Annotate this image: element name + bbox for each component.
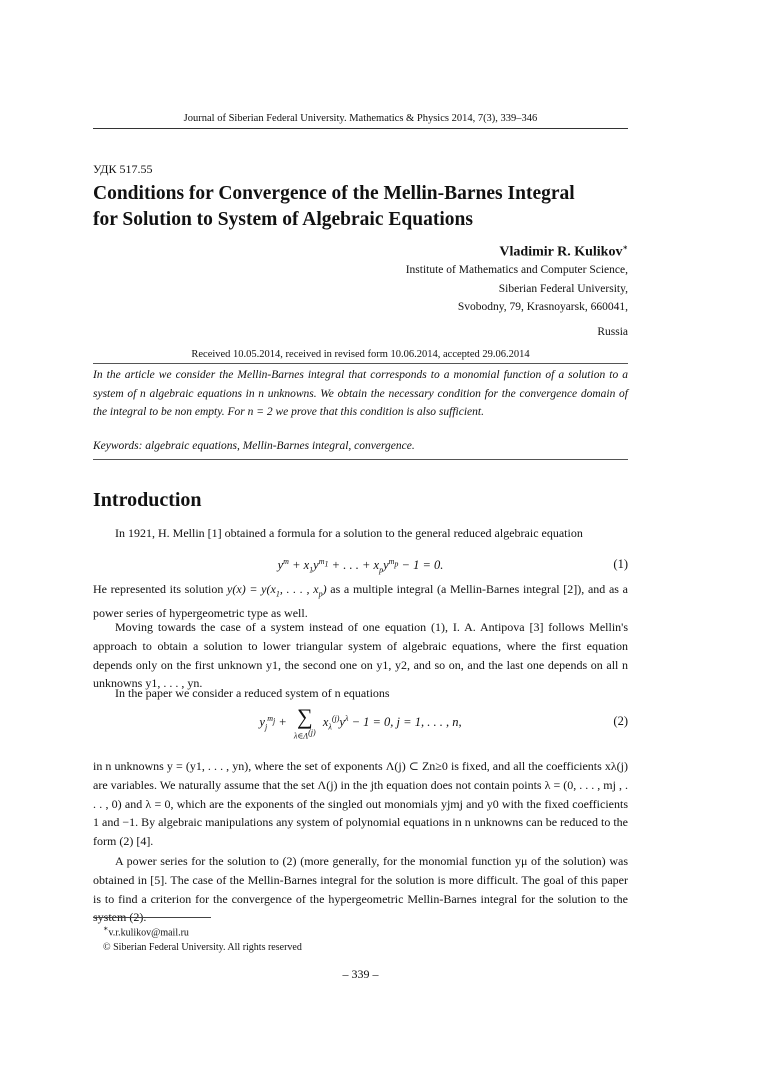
udk-code: УДК 517.55 <box>93 162 153 176</box>
page-number: – 339 – <box>342 967 379 981</box>
equation-1-number: (1) <box>613 557 628 571</box>
footnote-copyright: © Siberian Federal University. All rights reserved <box>103 942 302 954</box>
footnote-email: ∗v.r.kulikov@mail.ru <box>103 924 189 939</box>
abstract-top-rule <box>93 363 628 364</box>
paragraph-2-text <box>93 580 628 623</box>
affiliation-line-3: Svobodny, 79, Krasnoyarsk, 660041, <box>457 301 628 313</box>
footnotes <box>93 921 302 955</box>
paragraph-4 <box>93 684 628 703</box>
paragraph-3-text: Moving towards the case of a system instead of one equation (1), I. A. Antipova [3] follows Mellin's approach to obtain a solution to lower triangular system of algebraic equations, where the first equation depends only on the first unknown y1, the second one on y1, y2, and so on, and the last one depends on all n unknowns y1, . . . , yn. <box>93 620 628 691</box>
received-dates: Received 10.05.2014, received in revised form 10.06.2014, accepted 29.06.2014 <box>191 349 530 360</box>
paragraph-2-start: He represented its solution <box>93 582 224 596</box>
paragraph-6 <box>93 852 628 927</box>
paragraph-1 <box>93 524 628 543</box>
paragraph-5 <box>93 757 628 851</box>
paragraph-1-text: In 1921, H. Mellin [1] obtained a formula for a solution to the general reduced algebraic equation <box>115 526 583 540</box>
solution-formula: $y(x) = y(x_1$, . . . , $x_p$) <box>227 582 327 599</box>
section-heading: Introduction <box>93 489 202 511</box>
title-line-2: for Solution to System of Algebraic Equations <box>93 209 473 230</box>
author-text: Vladimir R. Kulikov <box>499 244 623 260</box>
footnote-rule <box>93 917 211 918</box>
paragraph-3 <box>93 618 628 693</box>
paragraph-4-text: In the paper we consider a reduced system of n equations <box>115 686 390 700</box>
equation-2 <box>93 706 628 746</box>
paragraph-5-text: in n unknowns y = (y1, . . . , yn), where the set of exponents Λ(j) ⊂ Zn≥0 is fixed, and all the coefficients xλ(j) are variables. We naturally assume that the set Λ(j) in the jth equation does not contain points λ = (0, . . . , mj , . . . , 0) and λ = 0, which are the exponents of the singled out monomials yjmj and y0 with the fixed coefficients 1 and −1. By algebraic manipulations any system of polynomial equations in n unknowns can be reduced to the form (2) [4]. <box>93 759 628 849</box>
author-footnote-mark: ∗ <box>622 243 628 252</box>
paragraph-2 <box>93 580 628 623</box>
title-line-1: Conditions for Convergence of the Mellin-Barnes Integral <box>93 183 575 204</box>
affiliation <box>406 261 628 341</box>
paragraph-6-text: A power series for the solution to (2) (more generally, for the monomial function yμ of the solution) was obtained in [5]. The case of the Mellin-Barnes integral for the solution is more difficult. The goal of this paper is to find a criterion for the convergence of the hypergeometric Mellin-Barnes integral for the solution to the system (2). <box>93 854 628 925</box>
running-head: Journal of Siberian Federal University. Mathematics & Physics 2014, 7(3), 339–346 <box>183 113 538 124</box>
paper-title <box>93 181 628 233</box>
abstract-bottom-rule <box>93 459 628 460</box>
abstract-text: In the article we consider the Mellin-Barnes integral that corresponds to a monomial function of a solution to a system of n algebraic equations in n unknowns. We obtain the necessary condition for the convergence domain of the integral to be non empty. For n = 2 we prove that this condition is also sufficient. <box>93 369 628 419</box>
equation-2-number: (2) <box>613 714 628 728</box>
author-name <box>499 242 628 261</box>
equation-1-formula: $y^m + x_1y^{m_1}$ + . . . + $x_py^{m_p} - 1 = 0$. <box>277 557 444 575</box>
keywords: Keywords: algebraic equations, Mellin-Barnes integral, convergence. <box>93 440 415 452</box>
affiliation-line-2: Siberian Federal University, <box>498 282 628 295</box>
paragraph-2-end: as a multiple integral (a Mellin-Barnes integral [2]), and as a power series of hypergeometric type as well. <box>93 582 628 621</box>
affiliation-line-4: Russia <box>597 325 628 338</box>
email-text: v.r.kulikov@mail.ru <box>108 927 189 939</box>
equation-2-formula: $y_j^{m_j}$ + ∑ $\lambda\in\Lambda^{(j)}$ $x_\lambda^{(j)}y^\lambda - 1 = 0$, j = 1, . . . , n, <box>259 704 462 741</box>
sum-operator: ∑ $\lambda\in\Lambda^{(j)}$ <box>293 704 316 741</box>
header-rule <box>93 128 628 129</box>
affiliation-line-1: Institute of Mathematics and Computer Science, <box>405 264 628 276</box>
